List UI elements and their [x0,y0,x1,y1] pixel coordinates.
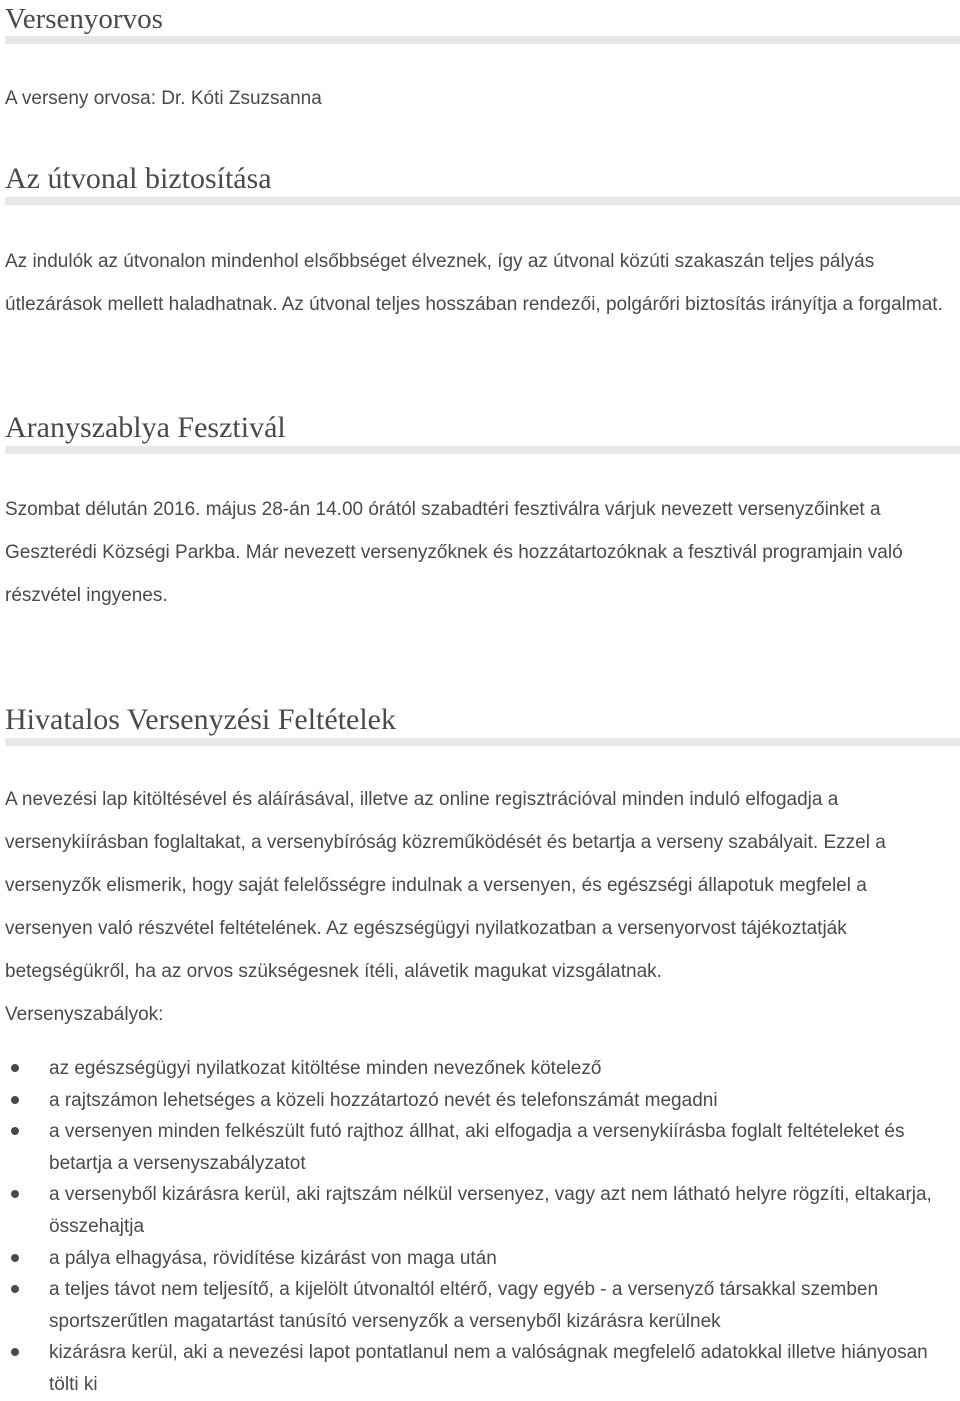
bullet-icon [11,1190,19,1198]
list-item [5,1337,960,1400]
rules-list-block [5,1053,960,1401]
section-divider [5,738,960,746]
rule-text: a teljes távot nem teljesítő, a kijelölt útvonaltól eltérő, vagy egyéb - a versenyző társakkal szemben sportszerűtlen magatartást tanúsító versenyzők a versenyből kizárásra kerülnek [49,1279,879,1332]
section-title-route: Az útvonal biztosítása [5,162,272,195]
section-doctor [5,2,960,44]
bullet-icon [11,1285,19,1293]
rules-list [5,1053,960,1401]
list-item [5,1053,960,1085]
list-item [5,1243,960,1275]
bullet-icon [11,1127,19,1135]
bullet-icon [11,1348,19,1356]
conditions-text: A nevezési lap kitöltésével és aláírásával, illetve az online regisztrációval minden induló elfogadja a versenykiírásban foglaltakat, a versenybíróság közreműködését és betartja a verseny szabályait. Ezzel a versenyzők elismerik, hogy saját felelősségre indulnak a versenyen, és egészségi állapotuk megfelel a versenyen való részvétel feltételének. Az egészségügyi nyilatkozatban a versenyorvost tájékoztatják betegségükről, ha az orvos szükségesnek ítéli, alávetik magukat vizsgálatnak. [5,789,886,982]
section-conditions [5,703,960,746]
rule-text: a rajtszámon lehetséges a közeli hozzátartozó nevét és telefonszámát megadni [49,1089,718,1111]
list-item [5,1179,960,1242]
rules-label: Versenyszabályok: [5,1004,164,1025]
section-divider [5,36,960,44]
route-text: Az indulók az útvonalon mindenhol elsőbbséget élveznek, így az útvonal közúti szakaszán teljes pályás útlezárások mellett haladhatnak. Az útvonal teljes hosszában rendezői, polgárőri biztosítás irányítja a forgalmat. [5,251,943,315]
section-festival [5,411,960,454]
doctor-text-block [5,77,960,120]
festival-text: Szombat délután 2016. május 28-án 14.00 órától szabadtéri fesztiválra várjuk nevezett versenyzőinket a Geszterédi Községi Parkba. Már nevezett versenyzőknek és hozzátartozóknak a fesztivál programjain való részvétel ingyenes. [5,499,903,606]
rule-text: a versenyen minden felkészült futó rajthoz állhat, aki elfogadja a versenykiírásba foglalt feltételeket és betartja a versenyszabályzatot [49,1121,905,1174]
section-title-conditions: Hivatalos Versenyzési Feltételek [5,703,396,736]
rule-text: kizárásra kerül, aki a nevezési lapot pontatlanul nem a valóságnak megfelelő adatokkal illetve hiányosan tölti ki [49,1342,928,1395]
rule-text: az egészségügyi nyilatkozat kitöltése minden nevezőnek kötelező [49,1058,602,1079]
list-item [5,1085,960,1117]
section-title-doctor: Versenyorvos [5,3,163,35]
conditions-text-block [5,778,960,1036]
bullet-icon [11,1096,19,1104]
bullet-icon [11,1064,19,1072]
list-item [5,1116,960,1179]
section-divider [5,446,960,454]
route-text-block [5,240,960,326]
bullet-icon [11,1254,19,1262]
festival-text-block [5,488,960,617]
doctor-text: A verseny orvosa: Dr. Kóti Zsuzsanna [5,88,322,109]
section-divider [5,197,960,205]
list-item [5,1274,960,1337]
rule-text: a pálya elhagyása, rövidítése kizárást von maga után [49,1247,497,1269]
section-title-festival: Aranyszablya Fesztivál [5,411,286,444]
section-route [5,162,960,205]
rule-text: a versenyből kizárásra kerül, aki rajtszám nélkül versenyez, vagy azt nem látható helyre rögzíti, eltakarja, összehajtja [49,1184,932,1237]
